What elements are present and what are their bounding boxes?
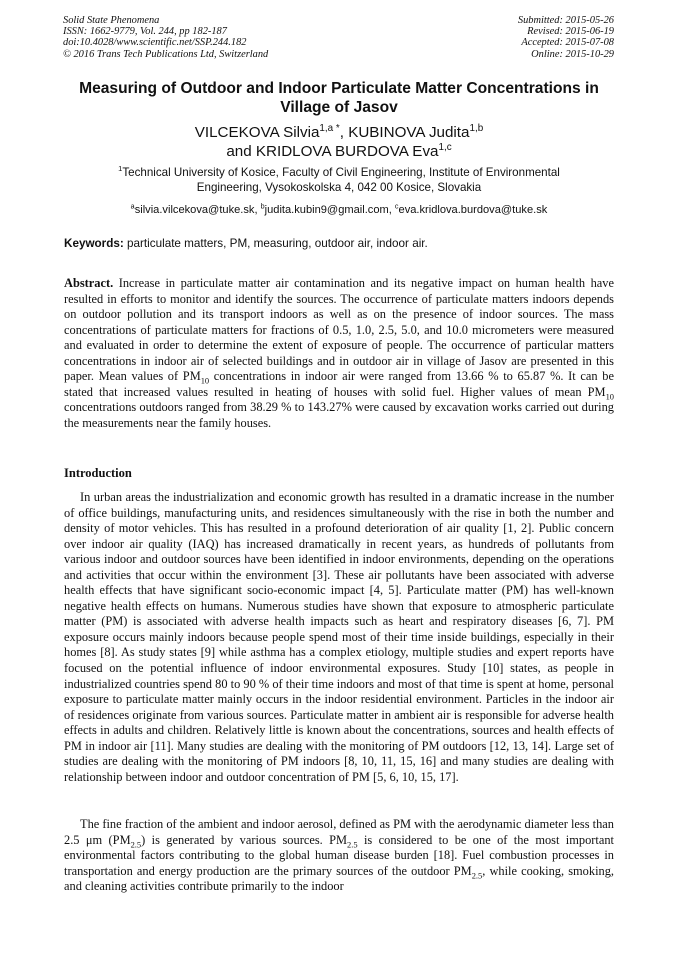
keywords-label: Keywords: xyxy=(64,237,124,250)
intro-p2-text-1: The fine fraction of the ambient and indoor aerosol, defined as PM with the aerodynamic diameter less than 2.5 μm (PM xyxy=(64,817,615,847)
author-1-sup: 1,a * xyxy=(319,122,340,134)
intro-paragraph-2 xyxy=(64,817,614,895)
paper-title xyxy=(56,79,622,117)
author-3: KRIDLOVA BURDOVA Eva xyxy=(255,143,439,160)
abstract-sub-2: 10 xyxy=(605,391,614,402)
journal-issn: ISSN: 1662-9779, Vol. 244, pp 182-187 xyxy=(63,26,227,38)
email-sup-a: a xyxy=(130,201,135,211)
intro-p2-sub-1: 2.5 xyxy=(130,839,142,850)
title-line-2: Village of Jasov xyxy=(280,99,398,116)
abstract-text-1: Increase in particulate matter air contamination and its negative impact on human health have resulted in efforts to monitor and identify the sources. The occurrence of particulate matters indoors depends on outdoor pollution and its transport indoors as well as on the presence of indoor sources. The mass concentrations of particulate matters for fractions of 0.5, 1.0, 2.5, 5.0, and 10.0 micrometers were measured and evaluated in order to determine the extent of exposure of people. The occurrence of particular matters concentrations in indoor air of selected buildings and in outdoor air in village of Jasov are presented in this paper. Mean values of PM xyxy=(64,276,614,384)
abstract-text-3: concentrations outdoors ranged from 38.29 % to 143.27% were caused by excavation works carried out during the measurements near the family houses. xyxy=(64,400,614,430)
email-sup-b: b xyxy=(260,201,265,211)
affiliation-sup: 1 xyxy=(118,164,123,174)
date-online: Online: 2015-10-29 xyxy=(531,48,614,60)
author-1: VILCEKOVA Silvia xyxy=(194,124,320,141)
journal-doi: doi:10.4028/www.scientific.net/SSP.244.182 xyxy=(63,37,247,49)
intro-p2-text-4: , while cooking, smoking, and cleaning activities contribute primarily to the indoor xyxy=(64,863,615,894)
abstract-text-2: concentrations in indoor air were ranged from 13.66 % to 65.87 %. It can be stated that increased values resulted in heating of houses with solid fuel. Higher values of mean PM xyxy=(64,369,614,399)
journal-copyright: © 2016 Trans Tech Publications Ltd, Switzerland xyxy=(63,48,269,60)
email-3: eva.kridlova.burdova@tuke.sk xyxy=(398,204,548,216)
author-separator: , xyxy=(339,124,349,141)
intro-p2-sub-3: 2.5 xyxy=(471,870,483,881)
intro-p2-sub-2: 2.5 xyxy=(347,839,358,850)
affiliation-line-2: Engineering, Vysokoskolska 4, 042 00 Kosice, Slovakia xyxy=(196,180,482,194)
email-1: silvia.vilcekova@tuke.sk, xyxy=(134,204,261,216)
journal-header-left xyxy=(63,15,268,60)
date-accepted: Accepted: 2015-07-08 xyxy=(521,37,614,49)
section-heading-introduction: Introduction xyxy=(64,466,132,480)
title-line-1: Measuring of Outdoor and Indoor Particulate Matter Concentrations in xyxy=(79,80,599,97)
intro-p2-text-3: is considered to be one of the most important environmental factors contributing to the global human disease burden [18]. Fuel combustion processes in transportation and energy production are the primary sources of the outdoor PM xyxy=(64,832,614,878)
journal-header-right xyxy=(518,15,614,60)
keywords xyxy=(64,236,616,251)
affiliation xyxy=(56,166,622,195)
author-3-sup: 1,c xyxy=(438,141,452,153)
author-emails xyxy=(56,203,622,217)
affiliation-line-1: Technical University of Kosice, Faculty of Civil Engineering, Institute of Environmental xyxy=(122,166,560,179)
keywords-text: particulate matters, PM, measuring, outdoor air, indoor air. xyxy=(123,237,428,250)
author-2: KUBINOVA Judita xyxy=(348,124,470,141)
intro-p2-text-2: ) is generated by various sources. PM xyxy=(141,832,348,847)
author-2-sup: 1,b xyxy=(469,122,484,134)
abstract-label: Abstract. xyxy=(64,276,114,290)
date-revised: Revised: 2015-06-19 xyxy=(527,26,614,38)
intro-paragraph-1: In urban areas the industrialization and economic growth has resulted in a dramatic increase in the number of office buildings, manufacturing units, and residences simultaneously with the rise in both the number and density of motor vehicles. This has resulted in a profound deterioration of air quality [1, 2]. Public concern over indoor air quality (IAQ) has increased dramatically in recent years, as hundreds of pollutants from various indoor and outdoor sources have been identified in indoor environments, depending on the operations and activities that occur within the environment [3]. These air pollutants have been associated with adverse health effects that have significant socio-economic impact [4, 5]. Particulate matter (PM) has well-known negative health effects on humans. Numerous studies have shown that exposure to atmospheric particulate matter (PM) is associated with adverse health impacts such as heart and respiratory diseases [6, 7]. PM exposure occurs mainly indoors because people spend most of their time inside buildings, especially in their homes [8]. As study states [9] while asthma has a complex etiology, multiple studies and expert reports have focused on the potential influence of indoor environmental exposures. Study [10] states, as people in industrialized countries spend 80 to 90 % of their time indoors and most of that time is spent at home, personal exposure to particulate matter mainly occurs in the indoor residential environment. Particles in the indoor air of residences originate from various sources. Particulate matter in ambient air is responsible for adverse health effects in adults and children. Relatively little is known about the concentrations, sources and health effects of PM in indoor air [11]. Many studies are dealing with the monitoring of PM outdoors [12, 13, 14]. Large set of studies are dealing with the monitoring of PM indoors [8, 10, 11, 15, 16] and many studies are dealing with relationship between indoor and outdoor concentration of PM [5, 6, 10, 15, 17]. xyxy=(64,490,614,784)
abstract xyxy=(64,276,614,431)
abstract-sub-1: 10 xyxy=(200,375,210,386)
email-2: judita.kubin9@gmail.com, xyxy=(264,204,395,216)
date-submitted: Submitted: 2015-05-26 xyxy=(517,15,614,26)
author-and: and xyxy=(226,143,256,160)
email-sup-c: c xyxy=(394,201,399,211)
author-list xyxy=(56,123,622,161)
journal-name: Solid State Phenomena xyxy=(63,15,160,26)
